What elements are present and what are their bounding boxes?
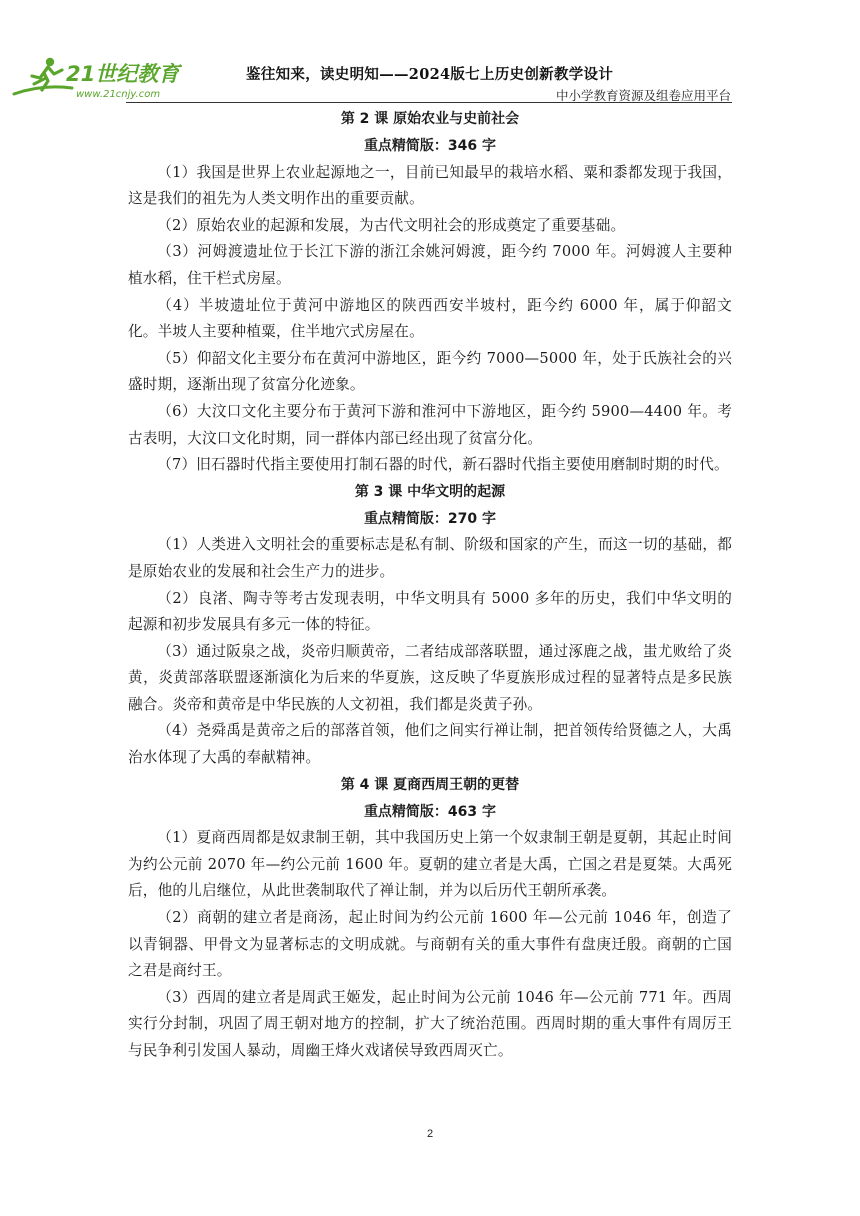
lesson-4 — [128, 772, 732, 1065]
paragraph: （3）河姆渡遗址位于长江下游的浙江余姚河姆渡，距今约 7000 年。河姆渡人主要种植水稻，住干栏式房屋。 — [128, 243, 732, 287]
document-body — [128, 106, 732, 1065]
logo-text: 21世纪教育 — [66, 62, 180, 86]
paragraph: （1）人类进入文明社会的重要标志是私有制、阶级和国家的产生，而这一切的基础，都是原始农业的发展和社会生产力的进步。 — [128, 536, 732, 580]
page-header — [0, 0, 860, 104]
lesson-3 — [128, 479, 732, 772]
logo-url: www.21cnjy.com — [76, 89, 161, 100]
paragraph: （4）尧舜禹是黄帝之后的部落首领，他们之间实行禅让制，把首领传给贤德之人，大禹治水体现了大禹的奉献精神。 — [128, 722, 732, 767]
paragraph: （1）我国是世界上农业起源地之一，目前已知最早的栽培水稻、粟和黍都发现于我国，这是我们的祖先为人类文明作出的重要贡献。 — [128, 163, 732, 208]
paragraph: （5）仰韶文化主要分布在黄河中游地区，距今约 7000—5000 年，处于氏族社会的兴盛时期，逐渐出现了贫富分化迹象。 — [128, 349, 732, 394]
paragraph: （2）商朝的建立者是商汤，起止时间为约公元前 1600 年—公元前 1046 年，创造了以青铜器、甲骨文为显著标志的文明成就。与商朝有关的重大事件有盘庚迁殷。商朝的亡国之君是商纣王。 — [128, 909, 732, 980]
lesson-summary: 重点精简版：346 字 — [363, 138, 497, 154]
document-title: 鉴往知来，读史明知——2024版七上历史创新教学设计 — [246, 66, 614, 83]
brand-logo[interactable] — [12, 54, 182, 102]
paragraph: （2）良渚、陶寺等考古发现表明，中华文明具有 5000 多年的历史，我们中华文明的起源和初步发展具有多元一体的特征。 — [128, 589, 732, 634]
paragraph: （6）大汶口文化主要分布于黄河下游和淮河中下游地区，距今约 5900—4400 年。考古表明，大汶口文化时期，同一群体内部已经出现了贫富分化。 — [128, 402, 732, 447]
runner-logo-icon — [12, 54, 182, 102]
paragraph: （4）半坡遗址位于黄河中游地区的陕西西安半坡村，距今约 6000 年，属于仰韶文化。半坡人主要种植粟，住半地穴式房屋在。 — [128, 296, 732, 341]
lesson-summary: 重点精简版：270 字 — [363, 510, 497, 527]
lesson-title: 第 2 课 原始农业与史前社会 — [340, 111, 520, 127]
paragraph: （3）通过阪泉之战，炎帝归顺黄帝，二者结成部落联盟，通过涿鹿之战，蚩尤败给了炎黄，炎黄部落联盟逐渐演化为后来的华夏族，这反映了华夏族形成过程的显著特点是多民族融合。炎帝和黄帝是中华民族的人文初祖，我们都是炎黄子孙。 — [128, 642, 732, 713]
paragraph: （2）原始农业的起源和发展，为古代文明社会的形成奠定了重要基础。 — [157, 216, 626, 234]
lesson-summary: 重点精简版：463 字 — [363, 803, 497, 820]
lesson-title: 第 4 课 夏商西周王朝的更替 — [340, 776, 520, 793]
platform-name: 中小学教育资源及组卷应用平台 — [555, 88, 731, 103]
header-divider — [126, 102, 732, 103]
paragraph: （1）夏商西周都是奴隶制王朝，其中我国历史上第一个奴隶制王朝是夏朝，其起止时间为约公元前 2070 年—约公元前 1600 年。夏朝的建立者是大禹，亡国之君是夏桀。大禹死后，他的儿启继位，从此世袭制取代了禅让制，并为以后历代王朝所承袭。 — [128, 829, 732, 900]
page-number: 2 — [426, 1128, 434, 1140]
lesson-title: 第 3 课 中华文明的起源 — [354, 483, 506, 500]
paragraph: （3）西周的建立者是周武王姬发，起止时间为公元前 1046 年—公元前 771 年。西周实行分封制，巩固了周王朝对地方的控制，扩大了统治范围。西周时期的重大事件有周厉王与民争利引发国人暴动，周幽王烽火戏诸侯导致西周灭亡。 — [128, 988, 732, 1059]
paragraph: （7）旧石器时代指主要使用打制石器的时代，新石器时代指主要使用磨制时期的时代。 — [157, 456, 729, 474]
lesson-2 — [128, 106, 732, 479]
